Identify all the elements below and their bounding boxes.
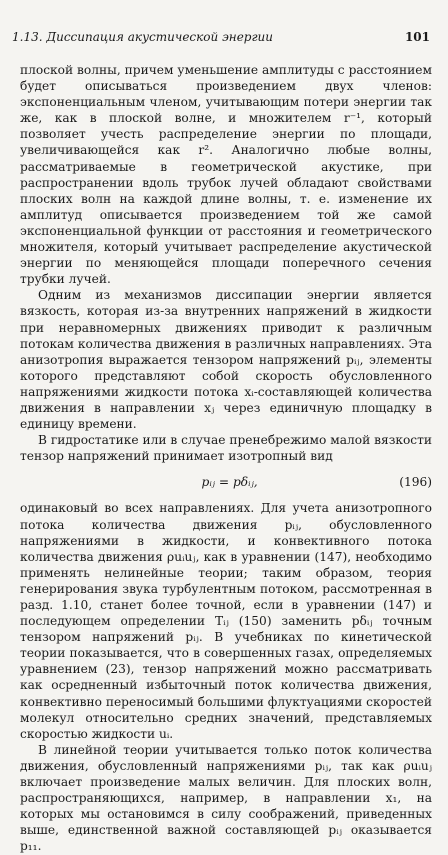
body-text: [20, 62, 432, 855]
paragraph: плоской волны, причем уменьшение амплитуды с расстоянием будет описываться произведением двух членов: экспоненциальным членом, учитывающим потери энергии так же, как в плоской волне, и множителем r⁻¹, который позволяет учесть распределение энергии по площади, увеличивающейся как r². Аналогично любые волны, рассматриваемые в геометрической акустике, при распространении вдоль трубок лучей обладают свойствами плоских волн на каждой длине волны, т. е. изменение их амплитуд описывается произведением той же самой экспоненциальной функции от расстояния и геометрического множителя, который учитывает распределение акустической энергии по меняющейся площади поперечного сечения трубки лучей.: [20, 63, 432, 287]
running-head: [12, 30, 430, 44]
paragraph: В гидростатике или в случае пренебрежимо малой вязкости тензор напряжений принимает изотропный вид: [20, 433, 432, 464]
page-number: 101: [404, 30, 430, 44]
section-title: 1.13. Диссипация акустической энергии: [12, 30, 274, 44]
equation: [20, 474, 432, 490]
paragraph: Одним из механизмов диссипации энергии является вязкость, которая из-за внутренних напряжений в жидкости при неравномерных движениях приводит к различным потокам количества движения в различных направлениях. Эта анизотропия выражается тензором напряжений pᵢⱼ, элементы которого представляют собой скорость обусловленного напряжениями жидкости потока xᵢ-составляющей количества движения в направлении xⱼ через единичную площадку в единицу времени.: [20, 288, 432, 432]
paragraph: одинаковый во всех направлениях. Для учета анизотропного потока количества движения pᵢⱼ, обусловленного напряжениями в жидкости, и конвективного потока количества движения ρuᵢuⱼ, как в уравнении (147), необходимо применять нелинейные теории; таким образом, теория генерирования звука турбулентным потоком, рассмотренная в разд. 1.10, станет более точной, если в уравнении (147) и последующем определении Tᵢⱼ (150) заменить pδᵢⱼ точным тензором напряжений pᵢⱼ. В учебниках по кинетической теории показывается, что в совершенных газах, определяемых уравнением (23), тензор напряжений можно рассматривать как осредненный избыточный поток количества движения, конвективно переносимый большими флуктуациями скоростей молекул относительно средних значений, представляемых скоростью жидкости uᵢ.: [20, 501, 432, 741]
equation-number: (196): [399, 475, 432, 490]
equation-formula: pᵢⱼ = pδᵢⱼ,: [201, 475, 258, 490]
paragraph: В линейной теории учитывается только поток количества движения, обусловленный напряжениями pᵢⱼ, так как ρuᵢuⱼ включает произведение малых величин. Для плоских волн, распространяющихся, например, в направлении x₁, на которых мы остановимся в силу соображений, приведенных выше, единственной важной составляющей pᵢⱼ оказывается p₁₁.: [20, 742, 432, 854]
